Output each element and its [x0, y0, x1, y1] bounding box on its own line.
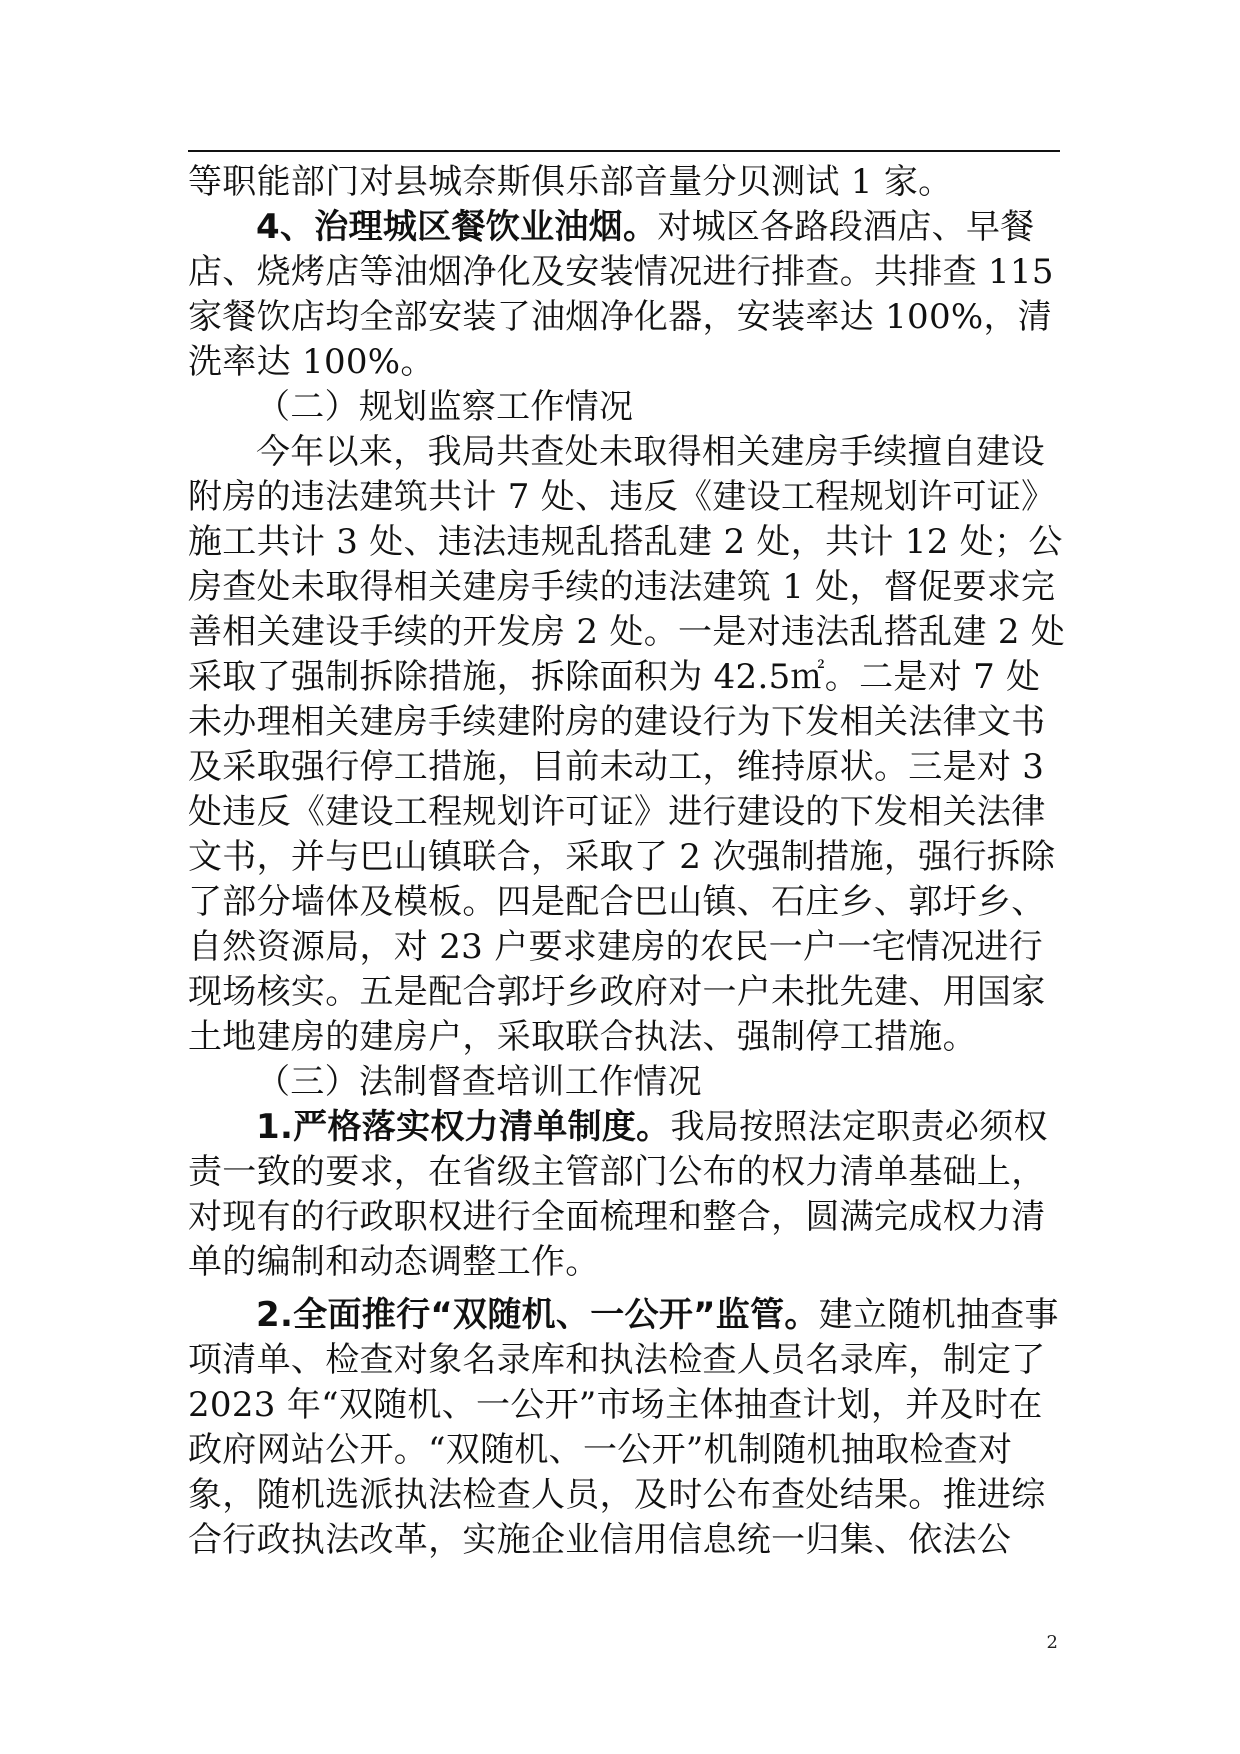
page-number: 2 [1046, 1632, 1058, 1653]
paragraph-planning [188, 430, 1068, 1060]
paragraph-continuation [188, 160, 1068, 205]
section-heading-legal [188, 1060, 1068, 1105]
paragraph-text: 对城区各路段酒店、早餐店、烧烤店等油烟净化及安装情况进行排查。共排查 115 家餐饮店均全部安装了油烟净化器，安装率达 100%，清洗率达 100%。 [188, 207, 1054, 382]
paragraph-text: 等职能部门对县城奈斯俱乐部音量分贝测试 1 家。 [188, 162, 953, 202]
paragraph-oil-fume [188, 205, 1068, 385]
heading-text: （二）规划监察工作情况 [256, 387, 634, 427]
header-rule [188, 150, 1060, 152]
paragraph-lead: 2.全面推行“双随机、一公开”监管。 [256, 1295, 819, 1335]
document-body [188, 160, 1068, 1563]
paragraph-double-random [188, 1293, 1068, 1563]
heading-text: （三）法制督查培训工作情况 [256, 1062, 702, 1102]
paragraph-text: 我局按照法定职责必须权责一致的要求，在省级主管部门公布的权力清单基础上，对现有的行政职权进行全面梳理和整合，圆满完成权力清单的编制和动态调整工作。 [188, 1107, 1048, 1282]
paragraph-text: 今年以来，我局共查处未取得相关建房手续擅自建设附房的违法建筑共计 7 处、违反《建设工程规划许可证》施工共计 3 处、违法违规乱搭乱建 2 处，共计 12 处；公房查处未取得相关建房手续的违法建筑 1 处，督促要求完善相关建设手续的开发房 2 处。一是对违法乱搭乱建 2 处采取了强制拆除措施，拆除面积为 42.5㎡。二是对 7 处未办理相关建房手续建附房的建设行为下发相关法律文书及采取强行停工措施，目前未动工，维持原状。三是对 3 处违反《建设工程规划许可证》进行建设的下发相关法律文书，并与巴山镇联合，采取了 2 次强制措施，强行拆除了部分墙体及模板。四是配合巴山镇、石庄乡、郭圩乡、自然资源局，对 23 户要求建房的农民一户一宅情况进行现场核实。五是配合郭圩乡政府对一户未批先建、用国家土地建房的建房户，采取联合执法、强制停工措施。 [188, 432, 1066, 1057]
paragraph-text: 建立随机抽查事项清单、检查对象名录库和执法检查人员名录库，制定了 2023 年“双随机、一公开”市场主体抽查计划，并及时在政府网站公开。“双随机、一公开”机制随机抽取检查对象，随机选派执法检查人员，及时公布查处结果。推进综合行政执法改革，实施企业信用信息统一归集、依法公 [188, 1295, 1059, 1560]
section-heading-planning [188, 385, 1068, 430]
paragraph-lead: 4、治理城区餐饮业油烟。 [256, 207, 658, 247]
paragraph-lead: 1.严格落实权力清单制度。 [256, 1107, 671, 1147]
paragraph-power-list [188, 1105, 1068, 1285]
